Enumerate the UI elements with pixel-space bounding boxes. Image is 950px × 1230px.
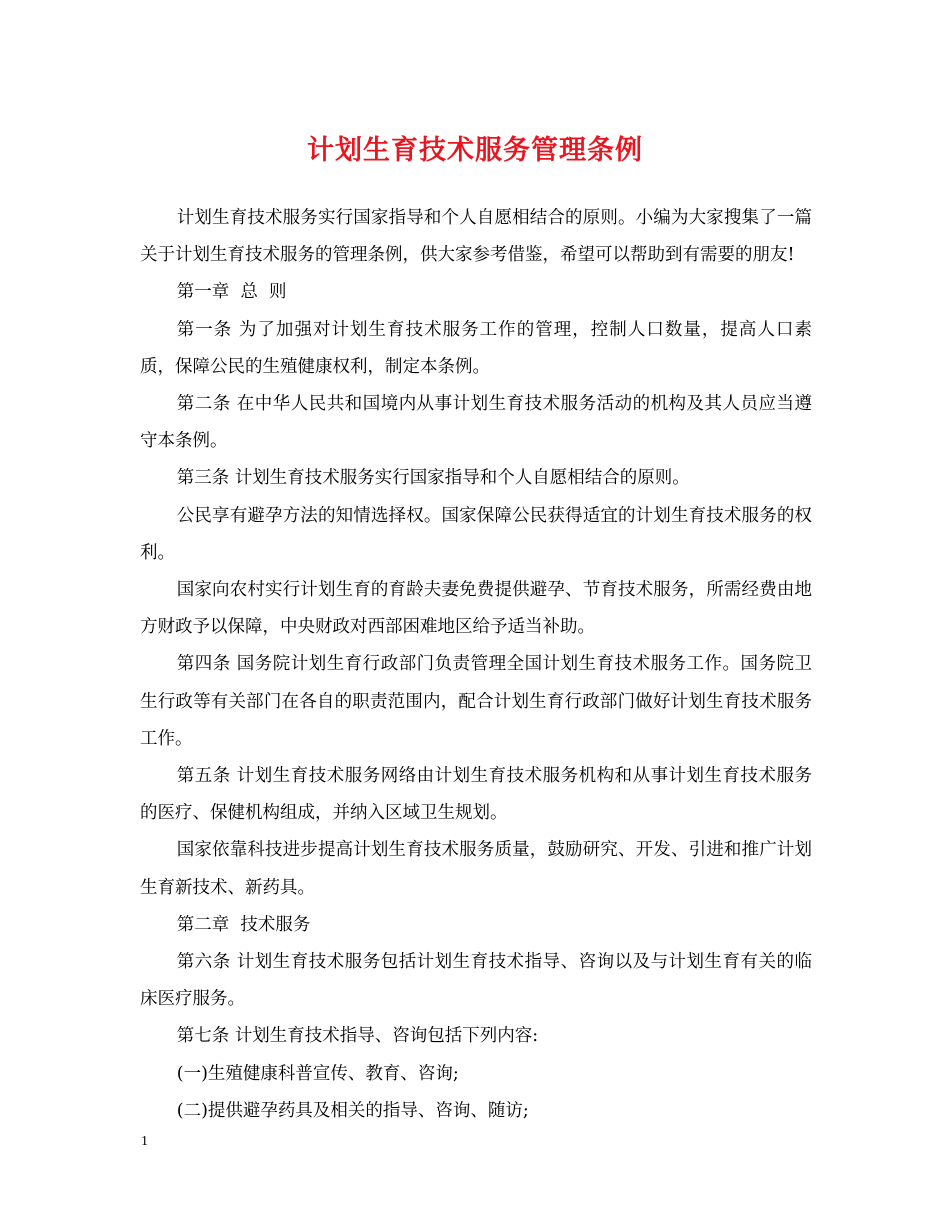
article-paragraph: 第一条 为了加强对计划生育技术服务工作的管理，控制人口数量，提高人口素质，保障公民的生殖健康权利，制定本条例。: [140, 319, 812, 377]
article-paragraph: 第六条 计划生育技术服务包括计划生育技术指导、咨询以及与计划生育有关的临床医疗服务。: [140, 952, 812, 1010]
article-paragraph: 第五条 计划生育技术服务网络由计划生育技术服务机构和从事计划生育技术服务的医疗、保健机构组成，并纳入区域卫生规划。: [140, 766, 812, 824]
article-paragraph: 第七条 计划生育技术指导、咨询包括下列内容:: [176, 1026, 539, 1047]
document-body: [140, 200, 812, 1130]
article-paragraph: 第四条 国务院计划生育行政部门负责管理全国计划生育技术服务工作。国务院卫生行政等有关部门在各自的职责范围内，配合计划生育行政部门做好计划生育技术服务工作。: [140, 654, 812, 749]
body-paragraph: 国家向农村实行计划生育的育龄夫妻免费提供避孕、节育技术服务，所需经费由地方财政予以保障，中央财政对西部困难地区给予适当补助。: [140, 580, 812, 638]
list-item: (一)生殖健康科普宣传、教育、咨询;: [176, 1063, 459, 1084]
page-number: 1: [141, 1134, 148, 1149]
article-paragraph: 第三条 计划生育技术服务实行国家指导和个人自愿相结合的原则。: [176, 468, 690, 489]
chapter-heading: 第二章 技术服务: [176, 914, 311, 935]
list-item: (二)提供避孕药具及相关的指导、咨询、随访;: [176, 1100, 529, 1121]
body-paragraph: 国家依靠科技进步提高计划生育技术服务质量，鼓励研究、开发、引进和推广计划生育新技术、新药具。: [140, 840, 812, 898]
document-title: 计划生育技术服务管理条例: [307, 135, 643, 166]
intro-paragraph: 计划生育技术服务实行国家指导和个人自愿相结合的原则。小编为大家搜集了一篇关于计划生育技术服务的管理条例，供大家参考借鉴，希望可以帮助到有需要的朋友!: [140, 208, 812, 266]
article-paragraph: 第二条 在中华人民共和国境内从事计划生育技术服务活动的机构及其人员应当遵守本条例。: [140, 394, 812, 452]
chapter-heading: 第一章 总 则: [176, 282, 287, 303]
body-paragraph: 公民享有避孕方法的知情选择权。国家保障公民获得适宜的计划生育技术服务的权利。: [140, 505, 812, 563]
